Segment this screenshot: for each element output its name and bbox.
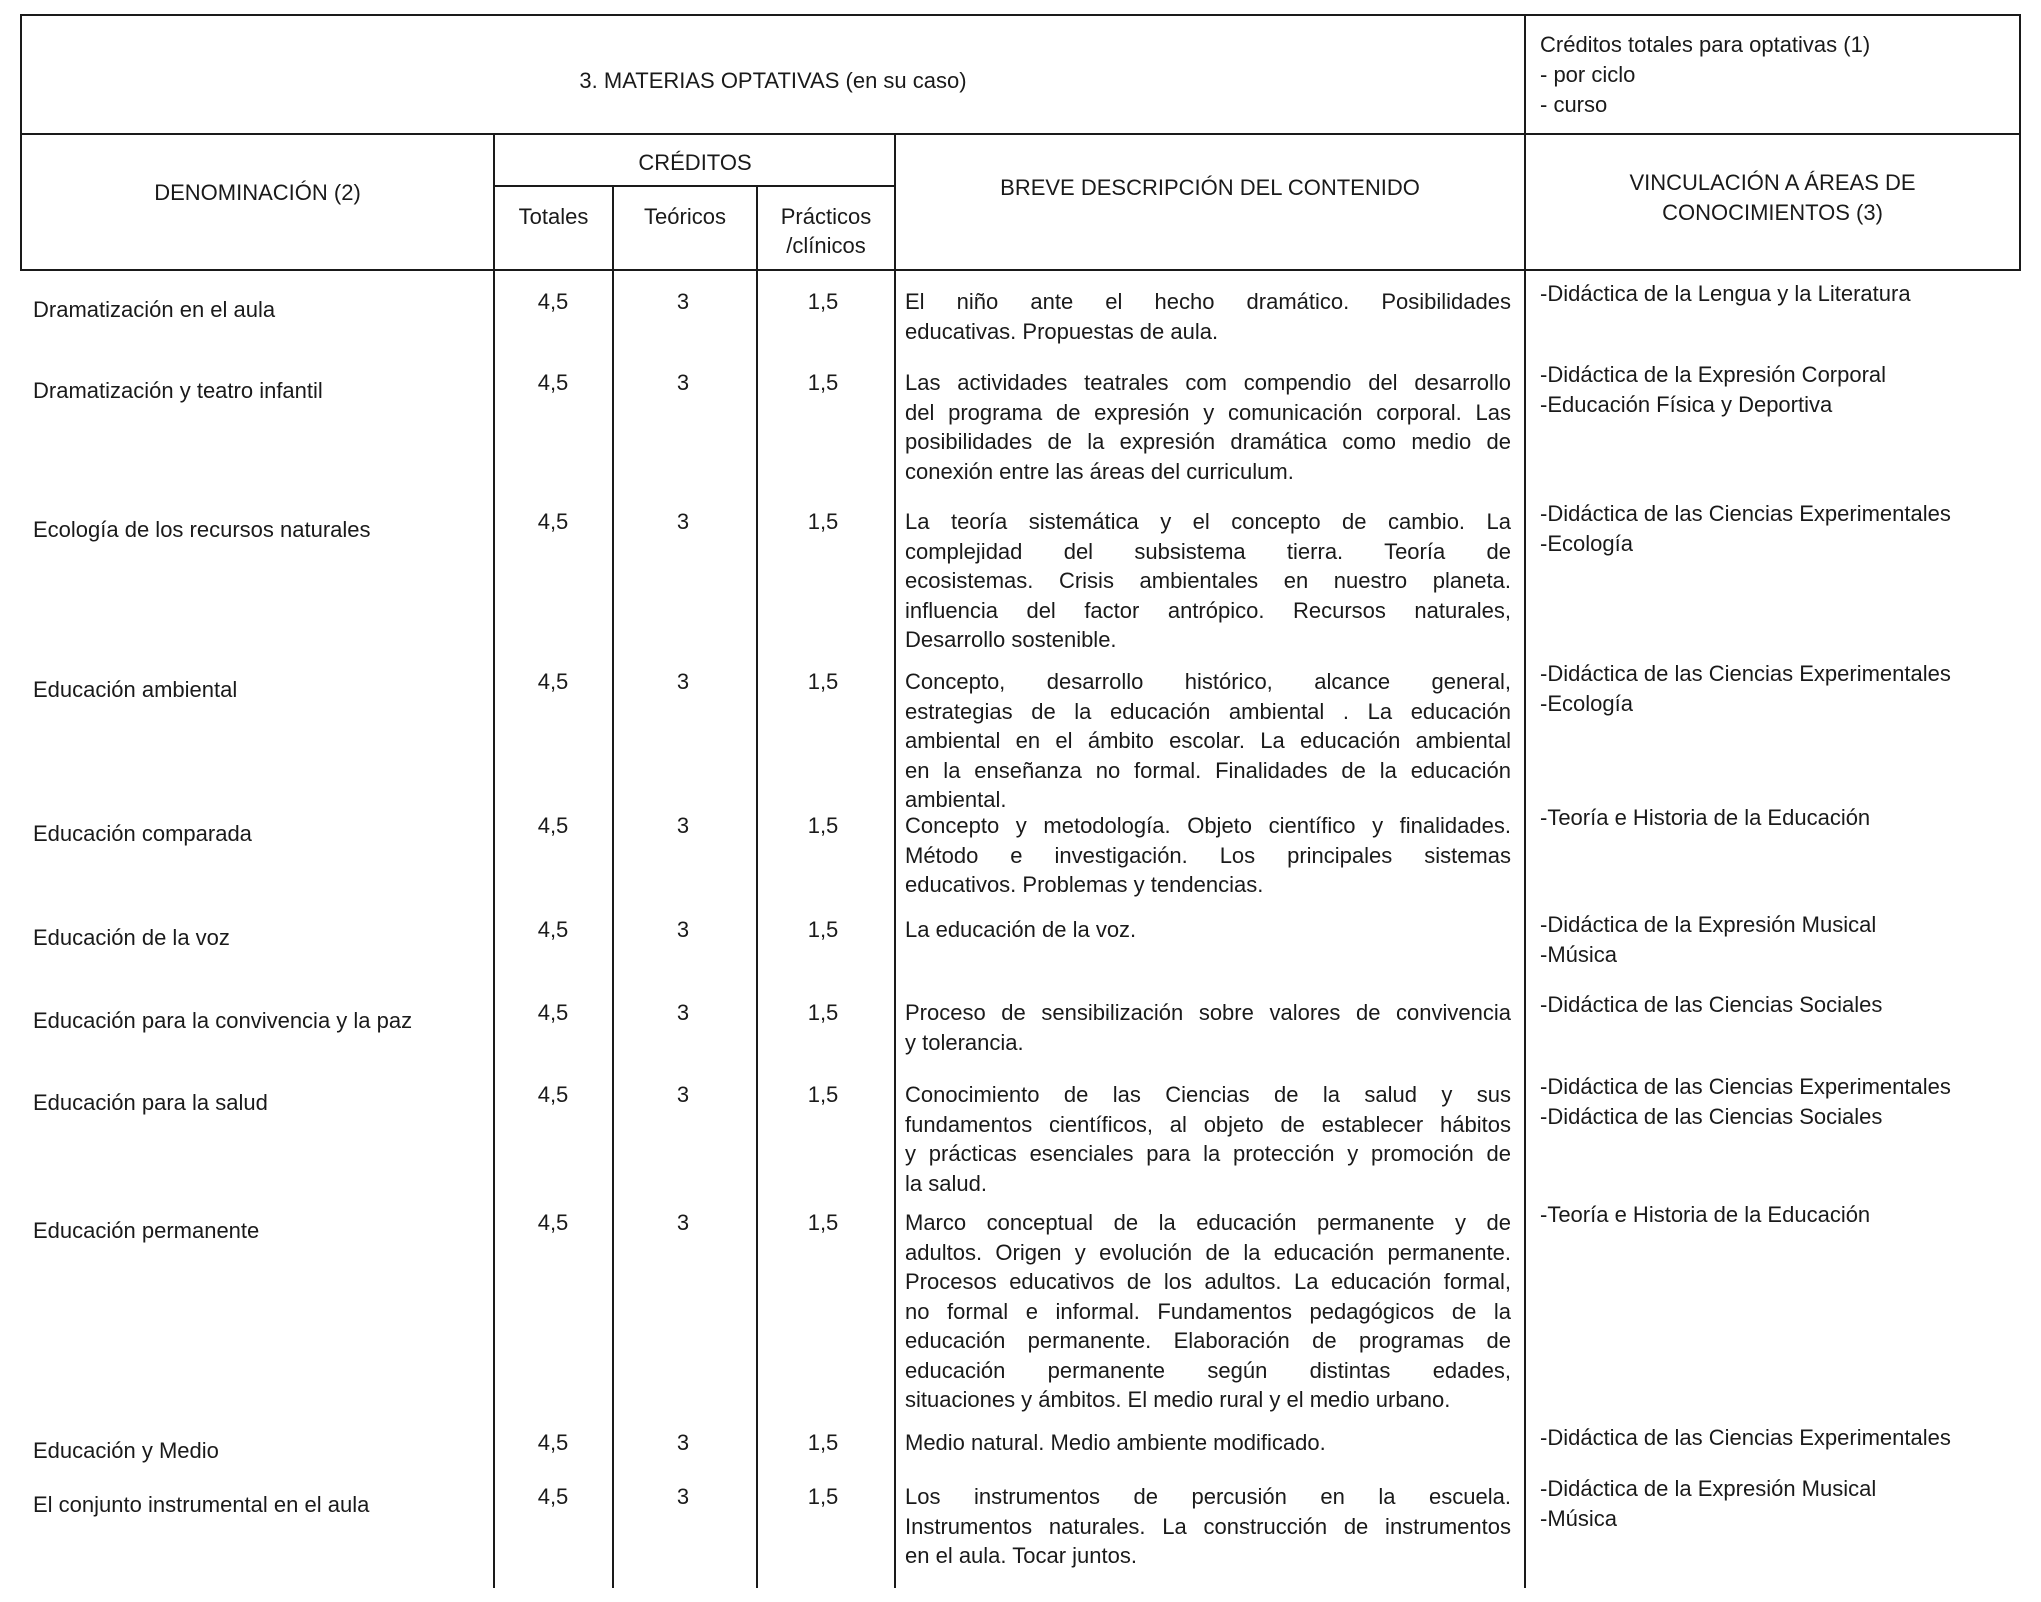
description-line: y prácticas esenciales para la protección y promoción de xyxy=(905,1141,1511,1166)
description-line: ambiental en el ámbito escolar. La educación ambiental xyxy=(905,728,1511,753)
credits-practicos: 1,5 xyxy=(807,509,839,534)
description-line: no formal e informal. Fundamentos pedagógicos de la xyxy=(905,1298,1511,1324)
credits-note-line: - curso xyxy=(1540,92,1608,117)
description-line: Proceso de sensibilización sobre valores de convivencia xyxy=(905,1000,1511,1025)
subject-name: Educación y Medio xyxy=(33,1438,219,1463)
credits-practicos: 1,5 xyxy=(807,1430,839,1455)
area-item: -Didáctica de las Ciencias Experimentales xyxy=(1540,1425,1951,1450)
area-item: -Didáctica de la Expresión Musical xyxy=(1540,912,1877,937)
subject-name: Educación de la voz xyxy=(33,925,230,950)
credits-teoricos: 3 xyxy=(676,1484,690,1509)
credits-totales: 4,5 xyxy=(537,1082,569,1107)
description-line: educación permanente. Elaboración de programas de xyxy=(905,1328,1511,1353)
area-item: -Didáctica de la Lengua y la Literatura xyxy=(1540,281,1911,306)
col-sep-5 xyxy=(1524,14,1526,1588)
area-item: -Didáctica de las Ciencias Sociales xyxy=(1540,1103,1883,1129)
credits-practicos: 1,5 xyxy=(807,1484,839,1509)
credits-totales: 4,5 xyxy=(537,917,569,942)
credits-totales: 4,5 xyxy=(537,1000,569,1025)
description-line: complejidad del subsistema tierra. Teoría de xyxy=(905,538,1511,564)
credits-note xyxy=(1540,30,1870,120)
credits-teoricos: 3 xyxy=(676,1000,690,1025)
description-line: posibilidades de la expresión dramática como medio de xyxy=(905,429,1511,454)
subject-name: Ecología de los recursos naturales xyxy=(33,517,371,542)
description-line: ecosistemas. Crisis ambientales en nuestro planeta. xyxy=(905,568,1511,593)
description-line: fundamentos científicos, al objeto de establecer hábitos xyxy=(905,1111,1511,1137)
col-header-descripcion: BREVE DESCRIPCIÓN DEL CONTENIDO xyxy=(1000,175,1420,200)
credits-teoricos: 3 xyxy=(676,1082,690,1107)
description-line: educativas. Propuestas de aula. xyxy=(905,318,1219,344)
credits-teoricos: 3 xyxy=(676,813,690,838)
credits-totales: 4,5 xyxy=(537,289,569,314)
credits-teoricos: 3 xyxy=(676,1430,690,1455)
subject-name: El conjunto instrumental en el aula xyxy=(33,1492,370,1517)
description-line: La educación de la voz. xyxy=(905,917,1137,942)
credits-totales: 4,5 xyxy=(537,509,569,534)
col-sep-4 xyxy=(894,133,896,1588)
description-line: La teoría sistemática y el concepto de cambio. La xyxy=(905,509,1511,534)
description-line: estrategias de la educación ambiental . La educación xyxy=(905,698,1511,724)
credits-teoricos: 3 xyxy=(676,669,690,694)
description-line: Concepto, desarrollo histórico, alcance general, xyxy=(905,669,1511,694)
area-item: -Didáctica de las Ciencias Sociales xyxy=(1540,992,1883,1017)
col-header-practicos-2: /clínicos xyxy=(786,233,866,258)
subject-name: Educación para la convivencia y la paz xyxy=(33,1008,413,1033)
col-sep-2 xyxy=(612,185,614,1588)
area-item: -Educación Física y Deportiva xyxy=(1540,391,1833,417)
credits-practicos: 1,5 xyxy=(807,289,839,314)
col-header-denominacion: DENOMINACIÓN (2) xyxy=(154,180,361,205)
description-line: en la enseñanza no formal. Finalidades de la educación xyxy=(905,757,1511,783)
description-line: Método e investigación. Los principales sistemas xyxy=(905,842,1511,868)
description-line: ambiental. xyxy=(905,787,1007,812)
subject-name: Educación ambiental xyxy=(33,677,238,702)
col-header-teoricos: Teóricos xyxy=(644,204,726,229)
frame-top-border xyxy=(20,14,2021,16)
frame-right-border xyxy=(2019,14,2021,271)
credits-note-line: - por ciclo xyxy=(1540,62,1636,87)
col-sep-3 xyxy=(756,185,758,1588)
description-line: Conocimiento de las Ciencias de la salud y sus xyxy=(905,1082,1511,1107)
credits-practicos: 1,5 xyxy=(807,1082,839,1107)
header-bottom-border xyxy=(20,269,2021,271)
credits-totales: 4,5 xyxy=(537,1484,569,1509)
description-line: Marco conceptual de la educación permanente y de xyxy=(905,1210,1511,1235)
credits-practicos: 1,5 xyxy=(807,370,839,395)
col-header-totales: Totales xyxy=(518,204,589,229)
col-header-vinculacion-2: CONOCIMIENTOS (3) xyxy=(1662,200,1883,225)
subject-name: Dramatización y teatro infantil xyxy=(33,378,323,403)
area-item: -Didáctica de las Ciencias Experimentales xyxy=(1540,661,1951,686)
description-line: del programa de expresión y comunicación corporal. Las xyxy=(905,399,1511,425)
area-item: -Música xyxy=(1540,941,1618,967)
description-line: Instrumentos naturales. La construcción de instrumentos xyxy=(905,1513,1511,1539)
description-line: Desarrollo sostenible. xyxy=(905,627,1117,652)
credits-practicos: 1,5 xyxy=(807,1000,839,1025)
credits-teoricos: 3 xyxy=(676,1210,690,1235)
description-line: Medio natural. Medio ambiente modificado. xyxy=(905,1430,1326,1455)
description-line: en el aula. Tocar juntos. xyxy=(905,1543,1137,1568)
description-line: situaciones y ámbitos. El medio rural y el medio urbano. xyxy=(905,1387,1451,1412)
col-header-practicos-1: Prácticos xyxy=(780,204,872,229)
credits-teoricos: 3 xyxy=(676,370,690,395)
creditos-divider xyxy=(493,185,896,187)
description-line: educación permanente según distintas edades, xyxy=(905,1357,1511,1383)
description-line: influencia del factor antrópico. Recursos naturales, xyxy=(905,597,1511,623)
credits-totales: 4,5 xyxy=(537,370,569,395)
area-item: -Didáctica de las Ciencias Experimentales xyxy=(1540,1074,1951,1099)
header-divider xyxy=(20,133,2021,135)
credits-note-line: Créditos totales para optativas (1) xyxy=(1540,32,1871,57)
frame-left-border xyxy=(20,14,22,271)
description-line: Los instrumentos de percusión en la escuela. xyxy=(905,1484,1511,1509)
description-line: El niño ante el hecho dramático. Posibilidades xyxy=(905,289,1511,314)
subject-name: Educación comparada xyxy=(33,821,252,846)
credits-totales: 4,5 xyxy=(537,669,569,694)
credits-teoricos: 3 xyxy=(676,289,690,314)
section-title: 3. MATERIAS OPTATIVAS (en su caso) xyxy=(579,68,967,93)
description-line: conexión entre las áreas del curriculum. xyxy=(905,458,1294,484)
description-line: adultos. Origen y evolución de la educación permanente. xyxy=(905,1239,1511,1265)
credits-totales: 4,5 xyxy=(537,813,569,838)
credits-practicos: 1,5 xyxy=(807,669,839,694)
description-line: Procesos educativos de los adultos. La educación formal, xyxy=(905,1269,1511,1294)
description-line: la salud. xyxy=(905,1170,987,1196)
credits-practicos: 1,5 xyxy=(807,1210,839,1235)
area-item: -Didáctica de la Expresión Corporal xyxy=(1540,362,1887,387)
credits-practicos: 1,5 xyxy=(807,813,839,838)
area-item: -Ecología xyxy=(1540,530,1633,556)
area-item: -Música xyxy=(1540,1505,1618,1531)
col-sep-1 xyxy=(493,133,495,1588)
area-item: -Didáctica de la Expresión Musical xyxy=(1540,1476,1877,1501)
credits-teoricos: 3 xyxy=(676,917,690,942)
area-item: -Teoría e Historia de la Educación xyxy=(1540,1202,1871,1227)
credits-totales: 4,5 xyxy=(537,1210,569,1235)
credits-totales: 4,5 xyxy=(537,1430,569,1455)
subject-name: Dramatización en el aula xyxy=(33,297,276,322)
description-line: Las actividades teatrales com compendio del desarrollo xyxy=(905,370,1511,395)
subject-name: Educación para la salud xyxy=(33,1090,268,1115)
area-item: -Didáctica de las Ciencias Experimentales xyxy=(1540,501,1951,526)
credits-teoricos: 3 xyxy=(676,509,690,534)
description-line: y tolerancia. xyxy=(905,1029,1024,1055)
col-header-creditos: CRÉDITOS xyxy=(638,150,752,175)
description-line: Concepto y metodología. Objeto científico y finalidades. xyxy=(905,813,1511,838)
credits-practicos: 1,5 xyxy=(807,917,839,942)
area-item: -Teoría e Historia de la Educación xyxy=(1540,805,1871,830)
subject-name: Educación permanente xyxy=(33,1218,260,1243)
col-header-vinculacion-1: VINCULACIÓN A ÁREAS DE xyxy=(1629,170,1916,195)
area-item: -Ecología xyxy=(1540,690,1633,716)
description-line: educativos. Problemas y tendencias. xyxy=(905,872,1264,897)
